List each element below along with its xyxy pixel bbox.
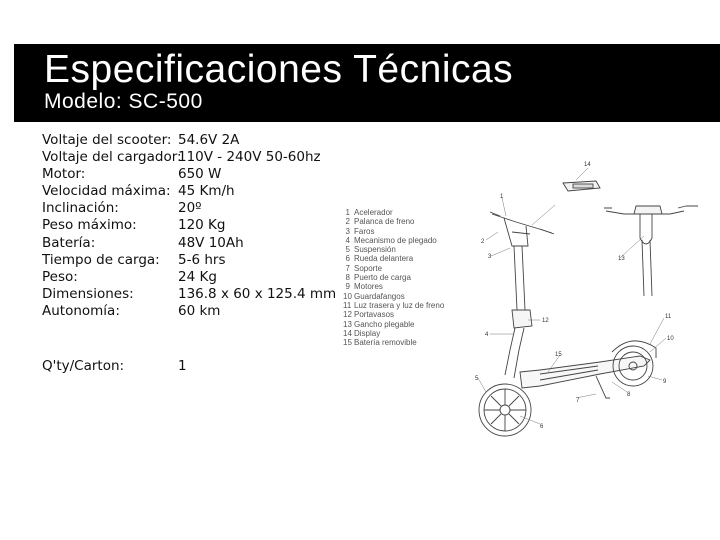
callout-number: 5 bbox=[475, 376, 479, 382]
callout-number: 7 bbox=[576, 398, 580, 404]
legend-number: 4 bbox=[345, 235, 350, 245]
legend-number: 3 bbox=[345, 226, 350, 236]
spec-value: 54.6V 2A bbox=[178, 132, 240, 148]
legend-label: Batería removible bbox=[354, 338, 417, 348]
legend-label: Luz trasera y luz de freno bbox=[354, 300, 445, 310]
spec-label: Peso: bbox=[42, 268, 78, 285]
spec-value: 45 Km/h bbox=[178, 183, 235, 200]
legend-item bbox=[343, 236, 444, 245]
legend-item bbox=[343, 273, 444, 282]
legend-item bbox=[343, 329, 444, 338]
callout-number: 2 bbox=[481, 239, 485, 245]
legend-label: Mecanismo de plegado bbox=[354, 235, 437, 245]
legend-label: Puerto de carga bbox=[354, 273, 411, 283]
parts-legend bbox=[343, 208, 444, 347]
legend-number: 8 bbox=[345, 273, 350, 283]
qty-value: 1 bbox=[178, 358, 187, 374]
legend-label: Palanca de freno bbox=[354, 217, 415, 227]
spec-value: 650 W bbox=[178, 166, 222, 183]
legend-label: Faros bbox=[354, 226, 375, 236]
callout-number: 10 bbox=[667, 336, 674, 342]
legend-number: 12 bbox=[343, 310, 352, 320]
legend-item bbox=[343, 310, 444, 319]
handlebar-detail bbox=[604, 206, 698, 296]
legend-number: 7 bbox=[345, 263, 350, 273]
legend-number: 2 bbox=[345, 217, 350, 227]
spec-value: 20º bbox=[178, 200, 202, 217]
legend-item bbox=[343, 292, 444, 301]
legend-item bbox=[343, 245, 444, 254]
scooter-stem bbox=[505, 246, 532, 378]
callout-number: 12 bbox=[542, 318, 549, 324]
legend-item bbox=[343, 208, 444, 217]
legend-label: Portavasos bbox=[354, 310, 395, 320]
legend-item bbox=[343, 227, 444, 236]
legend-item bbox=[343, 217, 444, 226]
legend-number: 10 bbox=[343, 291, 352, 301]
legend-label: Rueda delantera bbox=[354, 254, 414, 264]
scooter-handlebar bbox=[490, 212, 554, 246]
spec-label: Batería: bbox=[42, 234, 96, 251]
callout-number: 11 bbox=[665, 314, 672, 320]
legend-label: Acelerador bbox=[354, 208, 393, 217]
legend-number: 13 bbox=[343, 319, 352, 329]
legend-number: 1 bbox=[345, 208, 350, 217]
spec-value: 60 km bbox=[178, 302, 221, 319]
spec-value: 48V 10Ah bbox=[178, 234, 244, 251]
spec-value: 110V - 240V 50-60hz bbox=[178, 149, 321, 166]
spec-label: Motor: bbox=[42, 166, 86, 183]
spec-value: 136.8 x 60 x 125.4 mm bbox=[178, 285, 337, 302]
legend-label: Guardafangos bbox=[354, 291, 405, 301]
legend-number: 15 bbox=[343, 338, 352, 348]
callout-number: 8 bbox=[627, 392, 631, 398]
legend-item bbox=[343, 264, 444, 273]
spec-label: Tiempo de carga: bbox=[42, 251, 160, 268]
spec-label: Dimensiones: bbox=[42, 285, 134, 302]
spec-value: 24 Kg bbox=[178, 268, 217, 285]
spec-label: Voltaje del scooter: bbox=[42, 132, 172, 148]
qty-carton-row bbox=[42, 358, 202, 376]
legend-item bbox=[343, 282, 444, 291]
callout-number: 9 bbox=[663, 379, 667, 385]
legend-label: Soporte bbox=[354, 263, 383, 273]
display-detail bbox=[563, 181, 600, 191]
legend-number: 11 bbox=[343, 300, 352, 310]
spec-value: 5-6 hrs bbox=[178, 251, 226, 268]
legend-item bbox=[343, 320, 444, 329]
legend-label: Suspensión bbox=[354, 245, 396, 255]
legend-item bbox=[343, 254, 444, 263]
spec-label: Peso máximo: bbox=[42, 217, 137, 234]
callout-number: 3 bbox=[488, 254, 492, 260]
front-wheel bbox=[479, 384, 531, 436]
legend-item bbox=[343, 301, 444, 310]
callout-number: 6 bbox=[540, 424, 544, 430]
legend-label: Motores bbox=[354, 282, 383, 292]
callout-number: 15 bbox=[555, 352, 562, 358]
legend-number: 9 bbox=[345, 282, 350, 292]
legend-number: 5 bbox=[345, 245, 350, 255]
page-title: Especificaciones Técnicas bbox=[44, 48, 514, 91]
spec-label: Autonomía: bbox=[42, 302, 120, 319]
spec-label: Voltaje del cargador: bbox=[42, 149, 182, 166]
callout-number: 1 bbox=[500, 194, 504, 200]
spec-label: Velocidad máxima: bbox=[42, 183, 171, 200]
legend-label: Gancho plegable bbox=[354, 319, 415, 329]
callout-number: 4 bbox=[485, 332, 489, 338]
spec-label: Inclinación: bbox=[42, 200, 119, 217]
model-subtitle: Modelo: SC-500 bbox=[44, 90, 203, 113]
callout-number: 13 bbox=[618, 256, 625, 262]
scooter-diagram bbox=[455, 155, 720, 440]
spec-value: 120 Kg bbox=[178, 217, 226, 234]
qty-label: Q'ty/Carton: bbox=[42, 358, 125, 374]
legend-number: 6 bbox=[345, 254, 350, 264]
scooter-deck bbox=[520, 356, 650, 398]
legend-item bbox=[343, 338, 444, 347]
legend-label: Display bbox=[354, 328, 381, 338]
legend-number: 14 bbox=[343, 328, 352, 338]
callout-number: 14 bbox=[584, 162, 591, 168]
